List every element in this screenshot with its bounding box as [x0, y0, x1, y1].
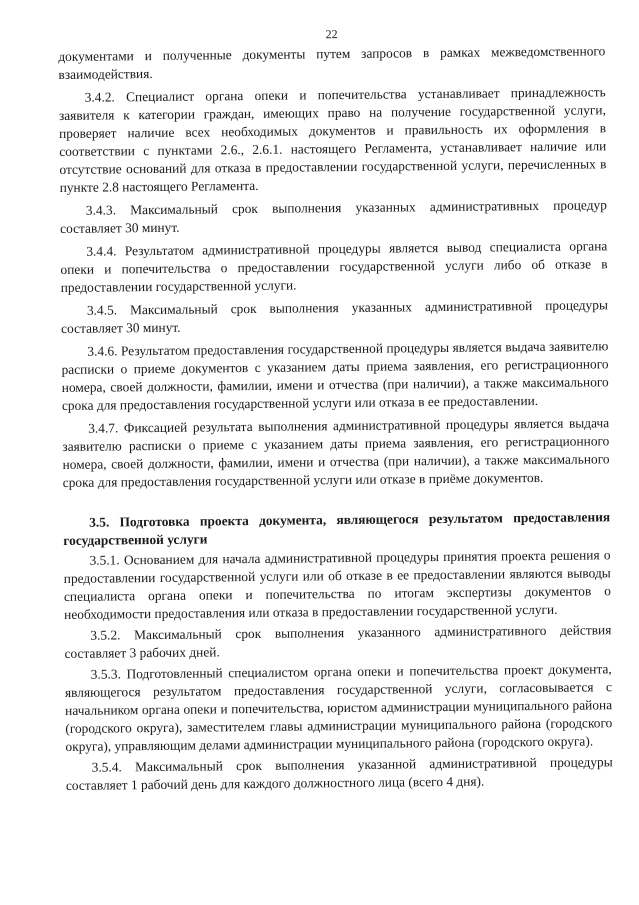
paragraph-3-4-7: 3.4.7. Фиксацией результата выполнения административной процедуры является выдача заявителю расписки о приеме с указанием даты приема заявления, его регистрационного номера, своей должности, фамилии, имени и отчества (при наличии), а также максимального срока для предоставления государственной услуги или отказе в приёме документов. [62, 415, 610, 490]
paragraph-3-4-2: 3.4.2. Специалист органа опеки и попечительства устанавливает принадлежность заявителя к категории граждан, имеющих право на получение государственной услуги, проверяет наличие всех необходимых документов и правильность их оформления в соответствии с пунктами 2.6., 2.6.1. настоящего Регламента, устанавливает наличие или отсутствие оснований для отказа в предоставлении государственной услуги, перечисленных в пункте 2.8 настоящего Регламента. [58, 84, 607, 195]
paragraph-3-5-4: 3.5.4. Максимальный срок выполнения указанной административной процедуры составляет 1 рабочий день для каждого должностного лица (всего 4 дня). [65, 754, 613, 793]
section-heading-3-5: 3.5. Подготовка проекта документа, являющегося результатом предоставления государственной услуги [63, 509, 611, 548]
paragraph-3-4-3: 3.4.3. Максимальный срок выполнения указанных административных процедур составляет 30 минут. [60, 197, 607, 236]
paragraph-continuation: документами и полученные документы путем запросов в рамках межведомственного взаимодействия. [58, 43, 606, 82]
paragraph-3-5-2: 3.5.2. Максимальный срок выполнения указанного административного действия составляет 3 рабочих дней. [64, 622, 612, 661]
paragraph-3-5-1: 3.5.1. Основанием для начала административной процедуры принятия проекта решения о предоставлении государственной услуги или об отказе в ее предоставлении являются выводы специалиста органа опеки и попечительства по итогам экспертизы документов о необходимости предоставления или отказа в предоставлении государственной услуги. [63, 547, 611, 622]
document-page [58, 24, 613, 798]
paragraph-3-4-5: 3.4.5. Максимальный срок выполнения указанных административной процедуры составляет 30 минут. [61, 297, 608, 336]
paragraph-3-4-4: 3.4.4. Результатом административной процедуры является вывод специалиста органа опеки и попечительства о предоставлении государственной услуги либо об отказе в предоставлении государственной услуги. [60, 238, 608, 295]
paragraph-3-4-6: 3.4.6. Результатом предоставления государственной процедуры является выдача заявителю расписки о приеме документов с указанием даты приема заявления, его регистрационного номера, своей должности, фамилии, имени и отчества (при наличии), а также максимального срока для предоставления государственной услуги или отказа в ее предоставлении. [61, 338, 609, 413]
paragraph-3-5-3: 3.5.3. Подготовленный специалистом органа опеки и попечительства проект документа, являющегося результатом предоставления государственной услуги, согласовывается с начальником органа опеки и попечительства, юристом администрации муниципального района (городского округа), заместителем главы администрации муниципального района (городского округа), управляющим делами администрации муниципального района (городского округа). [64, 661, 613, 754]
page-number: 22 [325, 27, 338, 42]
